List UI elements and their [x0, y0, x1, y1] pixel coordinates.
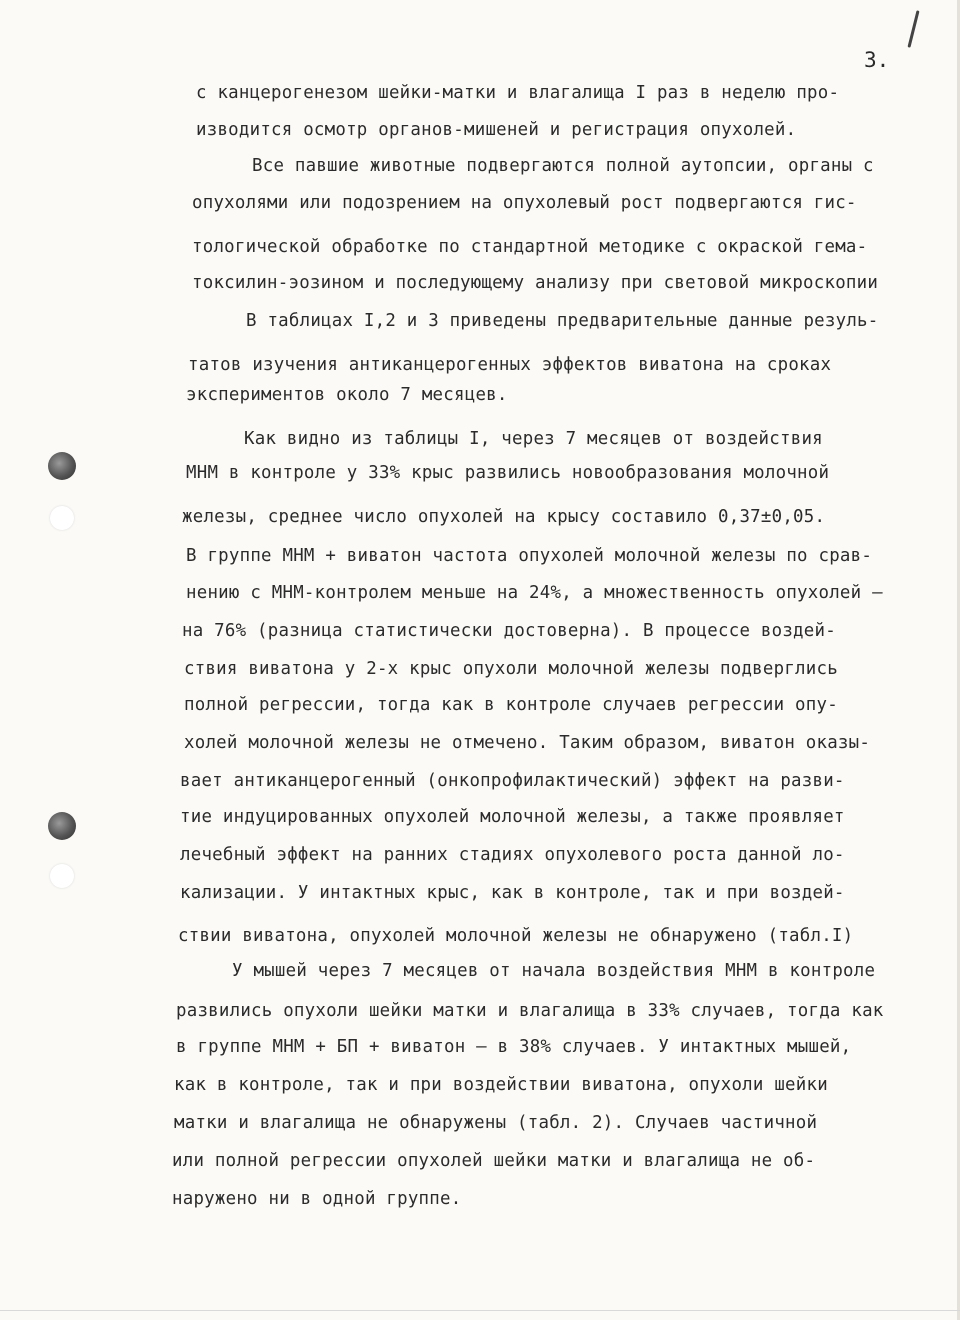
page-edge: [0, 1310, 960, 1311]
punch-hole-shadow-icon: [50, 506, 74, 530]
text-line: опухолями или подозрением на опухолевый рост подвергаются гис-: [192, 193, 857, 213]
punch-hole-shadow-icon: [50, 864, 74, 888]
text-line: кализации. У интактных крыс, как в контроле, так и при воздей-: [180, 883, 845, 903]
text-line: наружено ни в одной группе.: [172, 1189, 462, 1209]
text-line: токсилин-эозином и последующему анализу при световой микроскопии: [192, 273, 879, 293]
text-line: нению с МНМ-контролем меньше на 24%, а множественность опухолей –: [186, 583, 883, 603]
punch-hole-icon: [48, 812, 76, 840]
text-line: МНМ в контроле у 33% крыс развились новообразования молочной: [186, 463, 830, 483]
text-line: У мышей через 7 месяцев от начала воздействия МНМ в контроле: [232, 961, 876, 981]
text-line: ствия виватона у 2-х крыс опухоли молочной железы подверглись: [184, 659, 838, 679]
text-line: лечебный эффект на ранних стадиях опухолевого роста данной ло-: [180, 845, 845, 865]
page-number: 3.: [864, 48, 890, 72]
text-line: холей молочной железы не отмечено. Таким образом, виватон оказы-: [184, 733, 871, 753]
text-line: В таблицах I,2 и 3 приведены предварительные данные резуль-: [246, 311, 879, 331]
text-line: татов изучения антиканцерогенных эффектов виватона на сроках: [188, 355, 832, 375]
text-line: экспериментов около 7 месяцев.: [186, 385, 508, 405]
text-line: В группе МНМ + виватон частота опухолей молочной железы по срав-: [186, 546, 873, 566]
text-line: или полной регрессии опухолей шейки матки и влагалища не об-: [172, 1151, 816, 1171]
text-line: изводится осмотр органов-мишеней и регистрация опухолей.: [196, 120, 797, 140]
text-line: на 76% (разница статистически достоверна). В процессе воздей-: [182, 621, 836, 641]
text-line: с канцерогенезом шейки-матки и влагалища I раз в неделю про-: [196, 83, 840, 103]
text-line: как в контроле, так и при воздействии виватона, опухоли шейки: [174, 1075, 828, 1095]
text-line: Все павшие животные подвергаются полной аутопсии, органы с: [252, 156, 874, 176]
text-line: вает антиканцерогенный (онкопрофилактический) эффект на разви-: [180, 771, 845, 791]
pen-mark: [907, 10, 919, 48]
text-line: в группе МНМ + БП + виватон – в 38% случаев. У интактных мышей,: [176, 1037, 852, 1057]
text-line: тие индуцированных опухолей молочной железы, а также проявляет: [180, 807, 845, 827]
text-line: ствии виватона, опухолей молочной железы не обнаружено (табл.I): [178, 926, 854, 946]
text-line: матки и влагалища не обнаружены (табл. 2). Случаев частичной: [174, 1113, 818, 1133]
text-line: развились опухоли шейки матки и влагалища в 33% случаев, тогда как: [176, 1001, 884, 1021]
punch-hole-icon: [48, 452, 76, 480]
text-line: полной регрессии, тогда как в контроле случаев регрессии опу-: [184, 695, 838, 715]
text-line: тологической обработке по стандартной методике с окраской гема-: [192, 237, 868, 257]
text-line: железы, среднее число опухолей на крысу составило 0,37±0,05.: [182, 507, 826, 527]
text-line: Как видно из таблицы I, через 7 месяцев от воздействия: [244, 429, 823, 449]
